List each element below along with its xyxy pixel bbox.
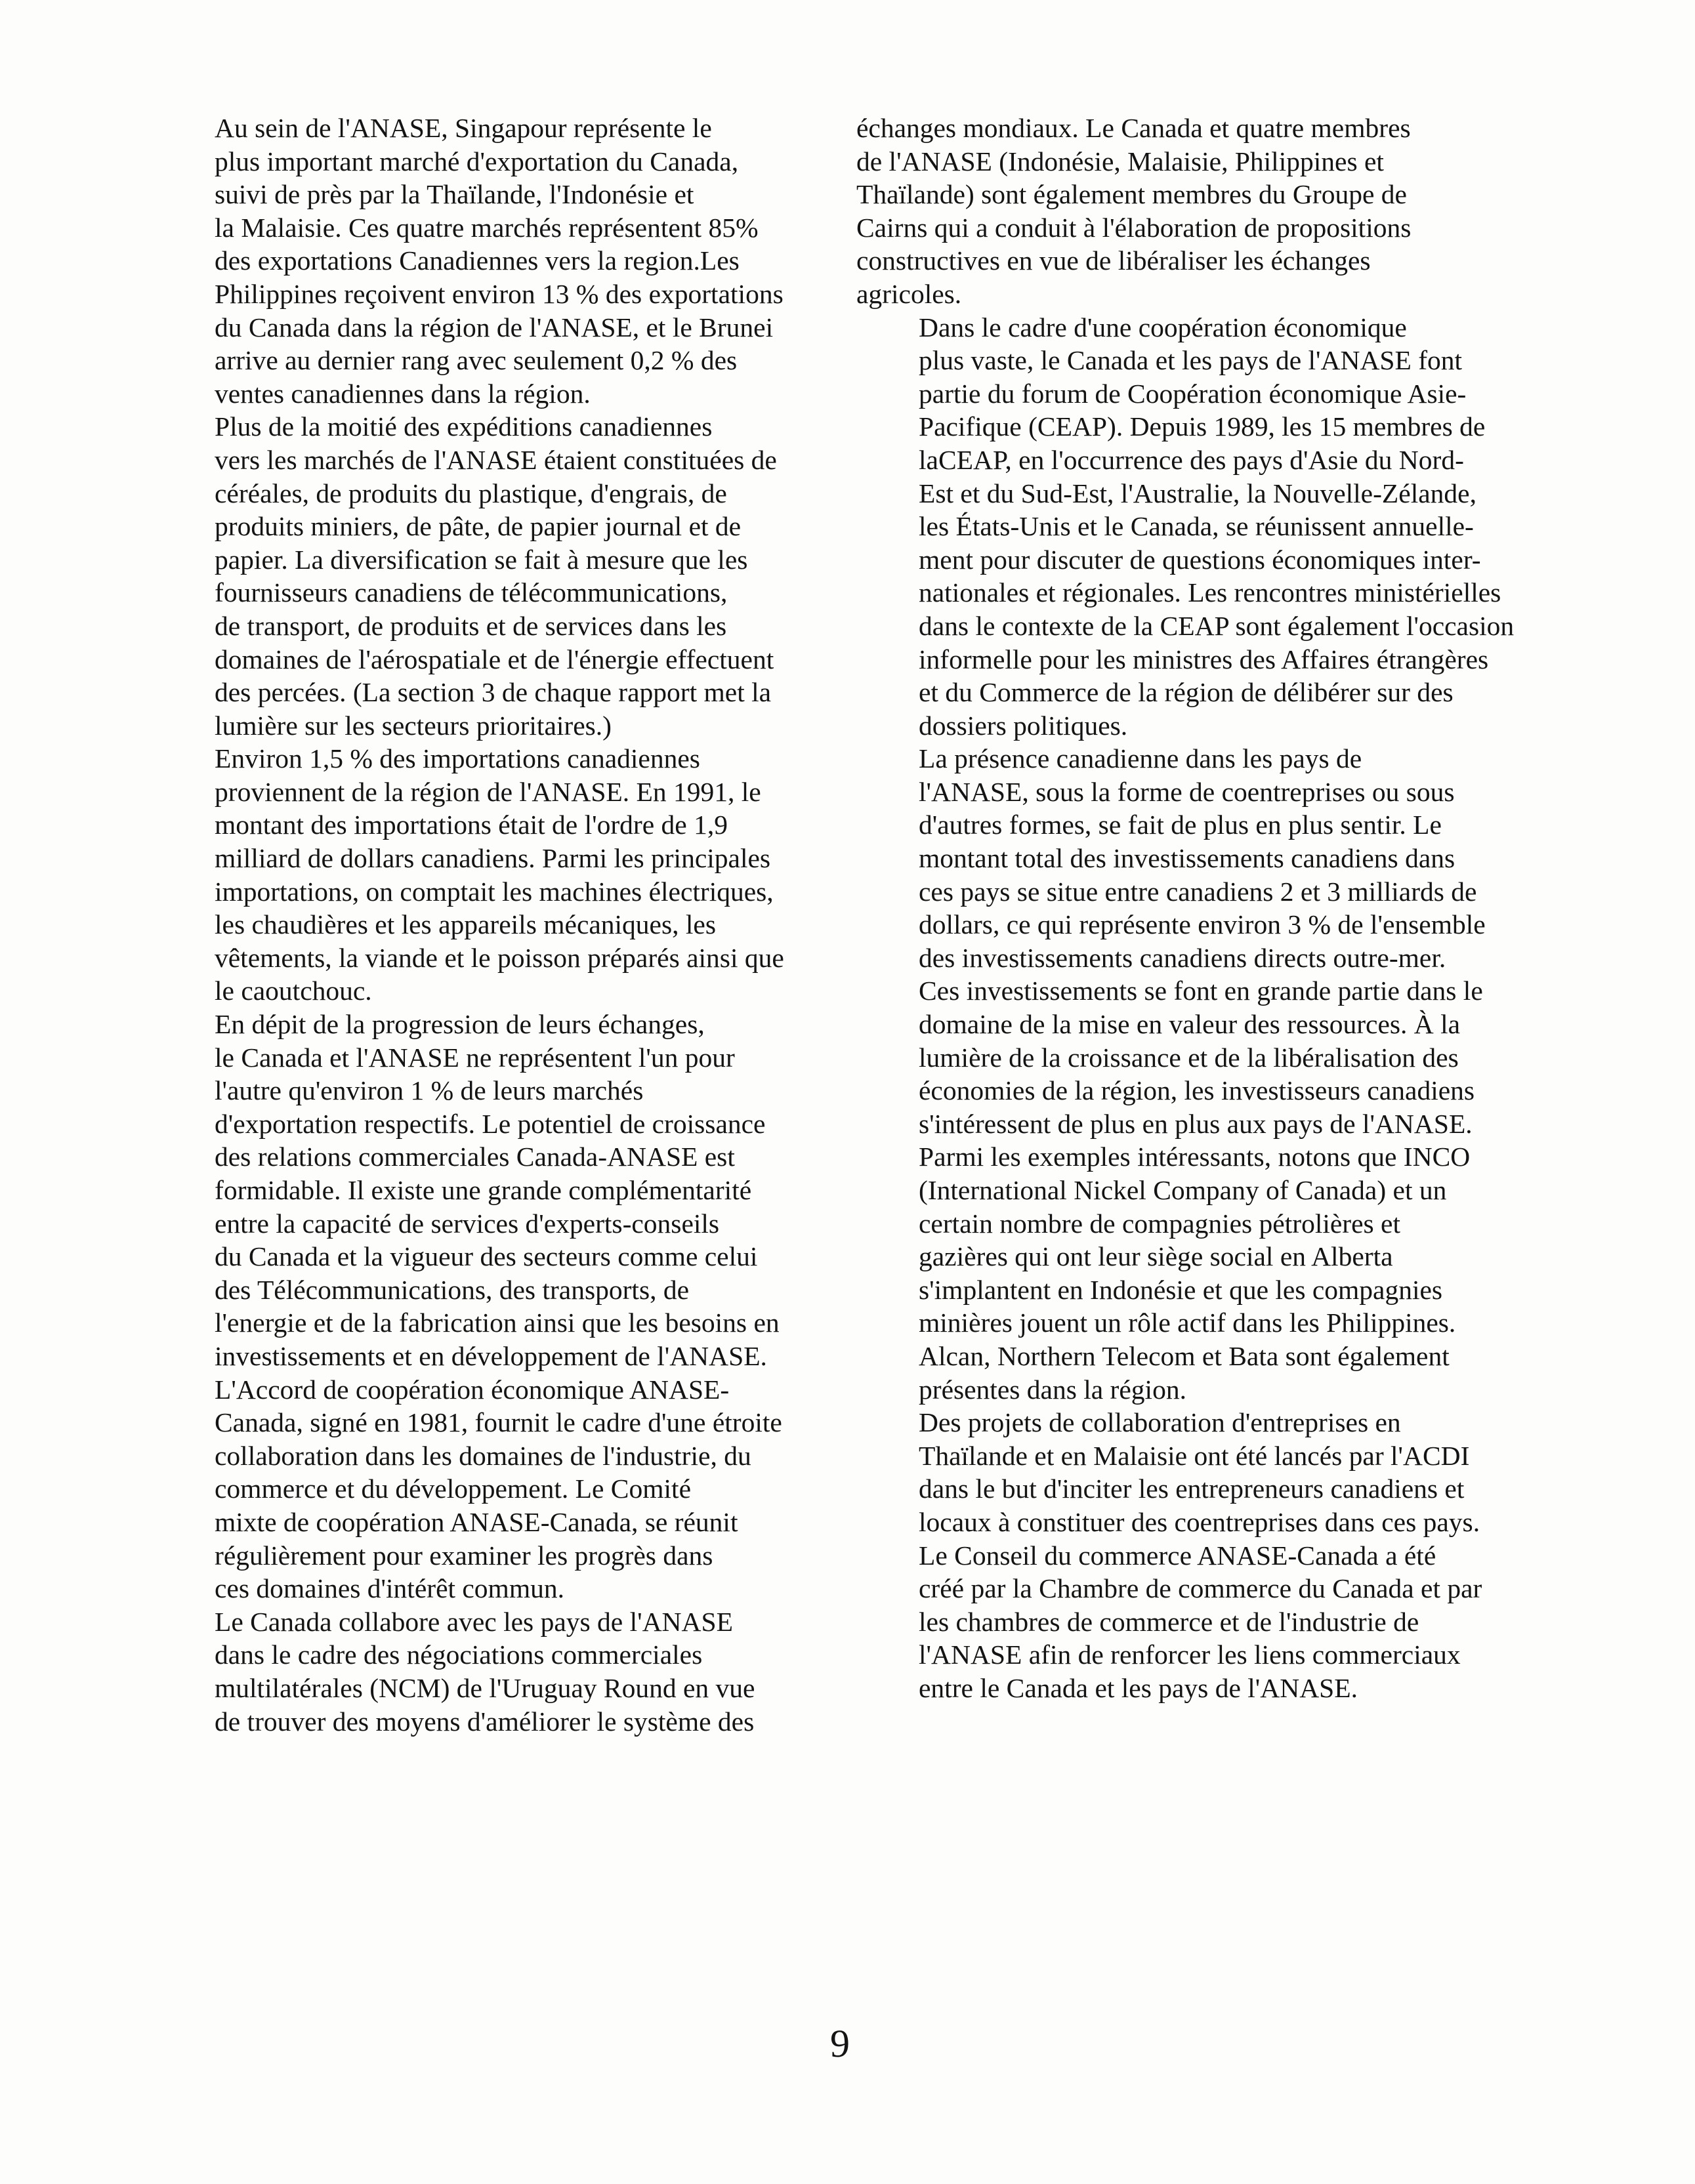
text-line: de trouver des moyens d'améliorer le système des bbox=[215, 1706, 755, 1737]
text-line: du Canada dans la région de l'ANASE, et le Brunei bbox=[215, 312, 774, 342]
paragraph bbox=[856, 112, 1519, 311]
page-number: 9 bbox=[830, 2022, 850, 2065]
text-line: constructives en vue de libéraliser les échanges bbox=[856, 245, 1371, 276]
text-line: dans le but d'inciter les entrepreneurs canadiens et bbox=[919, 1473, 1465, 1504]
text-line: des percées. (La section 3 de chaque rapport met la bbox=[215, 677, 772, 708]
text-line: milliard de dollars canadiens. Parmi les principales bbox=[215, 843, 771, 874]
text-line: Plus de la moitié des expéditions canadiennes bbox=[215, 411, 713, 442]
text-line: Au sein de l'ANASE, Singapour représente le bbox=[215, 113, 712, 143]
paragraph bbox=[856, 1539, 1519, 1705]
text-line: ment pour discuter de questions économiques inter- bbox=[919, 544, 1481, 575]
text-line: le Canada et l'ANASE ne représentent l'un pour bbox=[215, 1042, 735, 1073]
text-line: collaboration dans les domaines de l'industrie, du bbox=[215, 1440, 751, 1471]
text-line: de l'ANASE (Indonésie, Malaisie, Philippines et bbox=[856, 146, 1384, 176]
text-line: ces domaines d'intérêt commun. bbox=[215, 1573, 564, 1604]
text-line: locaux à constituer des coentreprises dans ces pays. bbox=[919, 1506, 1480, 1537]
text-line: créé par la Chambre de commerce du Canada et par bbox=[919, 1573, 1482, 1604]
text-line: informelle pour les ministres des Affaires étrangères bbox=[919, 644, 1489, 674]
text-line: Est et du Sud-Est, l'Australie, la Nouvelle-Zélande, bbox=[919, 478, 1476, 508]
text-line: ces pays se situe entre canadiens 2 et 3 milliards de bbox=[919, 876, 1477, 907]
text-line: arrive au dernier rang avec seulement 0,2 % des bbox=[215, 345, 738, 376]
text-line: et du Commerce de la région de délibérer sur des bbox=[919, 677, 1454, 708]
text-line: lumière de la croissance et de la libéralisation des bbox=[919, 1042, 1459, 1073]
text-line: les États-Unis et le Canada, se réunissent annuelle- bbox=[919, 511, 1474, 542]
text-line: Des projets de collaboration d'entreprises en bbox=[919, 1407, 1401, 1438]
paragraph bbox=[152, 112, 815, 410]
paragraph bbox=[152, 742, 815, 1008]
text-line: domaine de la mise en valeur des ressources. À la bbox=[919, 1009, 1461, 1040]
text-line: domaines de l'aérospatiale et de l'énergie effectuent bbox=[215, 644, 774, 674]
text-line: Ces investissements se font en grande partie dans le bbox=[919, 976, 1483, 1006]
text-line: s'implantent en Indonésie et que les compagnies bbox=[919, 1274, 1443, 1305]
text-line: gazières qui ont leur siège social en Alberta bbox=[919, 1241, 1393, 1272]
text-line: dans le cadre des négociations commerciales bbox=[215, 1639, 703, 1670]
text-line: dossiers politiques. bbox=[919, 710, 1128, 741]
text-line: vers les marchés de l'ANASE étaient constituées de bbox=[215, 444, 777, 475]
text-line: produits miniers, de pâte, de papier journal et de bbox=[215, 511, 742, 542]
text-line: céréales, de produits du plastique, d'engrais, de bbox=[215, 478, 727, 508]
text-line: l'energie et de la fabrication ainsi que les besoins en bbox=[215, 1308, 780, 1338]
text-line: vêtements, la viande et le poisson préparés ainsi que bbox=[215, 942, 784, 973]
text-line: importations, on comptait les machines électriques, bbox=[215, 876, 774, 907]
text-line: Canada, signé en 1981, fournit le cadre d'une étroite bbox=[215, 1407, 782, 1438]
text-line: Alcan, Northern Telecom et Bata sont également bbox=[919, 1340, 1450, 1371]
text-line: (International Nickel Company of Canada) et un bbox=[919, 1175, 1447, 1205]
text-line: des exportations Canadiennes vers la region.Les bbox=[215, 245, 740, 276]
text-line: d'autres formes, se fait de plus en plus sentir. Le bbox=[919, 810, 1442, 840]
text-line: entre le Canada et les pays de l'ANASE. bbox=[919, 1672, 1358, 1703]
text-line: Philippines reçoivent environ 13 % des exportations bbox=[215, 278, 784, 309]
text-line: investissements et en développement de l'ANASE. bbox=[215, 1340, 767, 1371]
text-line: des investissements canadiens directs outre-mer. bbox=[919, 942, 1446, 973]
text-line: présentes dans la région. bbox=[919, 1374, 1186, 1405]
text-line: économies de la région, les investisseurs canadiens bbox=[919, 1075, 1475, 1106]
text-line: de transport, de produits et de services dans les bbox=[215, 610, 727, 641]
text-line: l'autre qu'environ 1 % de leurs marchés bbox=[215, 1075, 644, 1106]
text-line: entre la capacité de services d'experts-conseils bbox=[215, 1208, 720, 1239]
text-line: L'Accord de coopération économique ANASE- bbox=[215, 1374, 730, 1405]
paragraph bbox=[856, 311, 1519, 743]
text-line: Parmi les exemples intéressants, notons que INCO bbox=[919, 1142, 1471, 1172]
text-line: la Malaisie. Ces quatre marchés représentent 85% bbox=[215, 212, 759, 243]
text-line: régulièrement pour examiner les progrès dans bbox=[215, 1540, 713, 1571]
text-line: l'ANASE, sous la forme de coentreprises ou sous bbox=[919, 776, 1455, 807]
text-line: dans le contexte de la CEAP sont également l'occasion bbox=[919, 610, 1515, 641]
text-line: certain nombre de compagnies pétrolières et bbox=[919, 1208, 1401, 1239]
paragraph bbox=[152, 410, 815, 742]
text-line: laCEAP, en l'occurrence des pays d'Asie du Nord- bbox=[919, 444, 1464, 475]
text-line: Le Canada collabore avec les pays de l'ANASE bbox=[215, 1606, 733, 1637]
text-line: nationales et régionales. Les rencontres ministérielles bbox=[919, 577, 1501, 608]
text-line: dollars, ce qui représente environ 3 % de l'ensemble bbox=[919, 909, 1486, 940]
text-line: plus important marché d'exportation du Canada, bbox=[215, 146, 739, 176]
text-line: fournisseurs canadiens de télécommunications, bbox=[215, 577, 728, 608]
left-column bbox=[152, 112, 815, 1738]
text-line: d'exportation respectifs. Le potentiel de croissance bbox=[215, 1108, 766, 1139]
text-line: Thaïlande) sont également membres du Groupe de bbox=[856, 179, 1407, 210]
text-line: montant des importations était de l'ordre de 1,9 bbox=[215, 810, 728, 840]
text-line: les chaudières et les appareils mécaniques, les bbox=[215, 909, 716, 940]
text-line: du Canada et la vigueur des secteurs comme celui bbox=[215, 1241, 758, 1272]
text-line: proviennent de la région de l'ANASE. En 1991, le bbox=[215, 776, 761, 807]
text-line: La présence canadienne dans les pays de bbox=[919, 743, 1362, 774]
text-line: l'ANASE afin de renforcer les liens commerciaux bbox=[919, 1639, 1461, 1670]
paragraph bbox=[856, 742, 1519, 1406]
text-line: formidable. Il existe une grande complémentarité bbox=[215, 1175, 752, 1205]
paragraph bbox=[152, 1605, 815, 1738]
right-column bbox=[856, 112, 1519, 1705]
text-line: Environ 1,5 % des importations canadiennes bbox=[215, 743, 700, 774]
text-line: montant total des investissements canadiens dans bbox=[919, 843, 1455, 874]
text-line: lumière sur les secteurs prioritaires.) bbox=[215, 710, 612, 741]
text-line: les chambres de commerce et de l'industrie de bbox=[919, 1606, 1419, 1637]
text-line: s'intéressent de plus en plus aux pays de l'ANASE. bbox=[919, 1108, 1473, 1139]
text-line: mixte de coopération ANASE-Canada, se réunit bbox=[215, 1506, 738, 1537]
text-line: commerce et du développement. Le Comité bbox=[215, 1473, 691, 1504]
text-line: papier. La diversification se fait à mesure que les bbox=[215, 544, 748, 575]
text-line: Dans le cadre d'une coopération économique bbox=[919, 312, 1407, 342]
paragraph bbox=[152, 1373, 815, 1605]
text-line: minières jouent un rôle actif dans les Philippines. bbox=[919, 1308, 1456, 1338]
text-line: partie du forum de Coopération économique Asie- bbox=[919, 378, 1467, 409]
text-line: des Télécommunications, des transports, de bbox=[215, 1274, 690, 1305]
text-line: Cairns qui a conduit à l'élaboration de propositions bbox=[856, 212, 1412, 243]
paragraph bbox=[856, 1406, 1519, 1538]
text-line: multilatérales (NCM) de l'Uruguay Round en vue bbox=[215, 1672, 755, 1703]
text-line: Le Conseil du commerce ANASE-Canada a été bbox=[919, 1540, 1436, 1571]
text-line: En dépit de la progression de leurs échanges, bbox=[215, 1009, 705, 1040]
text-line: plus vaste, le Canada et les pays de l'ANASE font bbox=[919, 345, 1463, 376]
text-line: Thaïlande et en Malaisie ont été lancés par l'ACDI bbox=[919, 1440, 1470, 1471]
text-line: le caoutchouc. bbox=[215, 976, 372, 1006]
paragraph bbox=[152, 1008, 815, 1373]
text-line: suivi de près par la Thaïlande, l'Indonésie et bbox=[215, 179, 694, 210]
text-line: Pacifique (CEAP). Depuis 1989, les 15 membres de bbox=[919, 411, 1486, 442]
text-line: échanges mondiaux. Le Canada et quatre membres bbox=[856, 113, 1411, 143]
text-line: agricoles. bbox=[856, 278, 962, 309]
text-line: des relations commerciales Canada-ANASE est bbox=[215, 1142, 735, 1172]
text-line: ventes canadiennes dans la région. bbox=[215, 378, 591, 409]
